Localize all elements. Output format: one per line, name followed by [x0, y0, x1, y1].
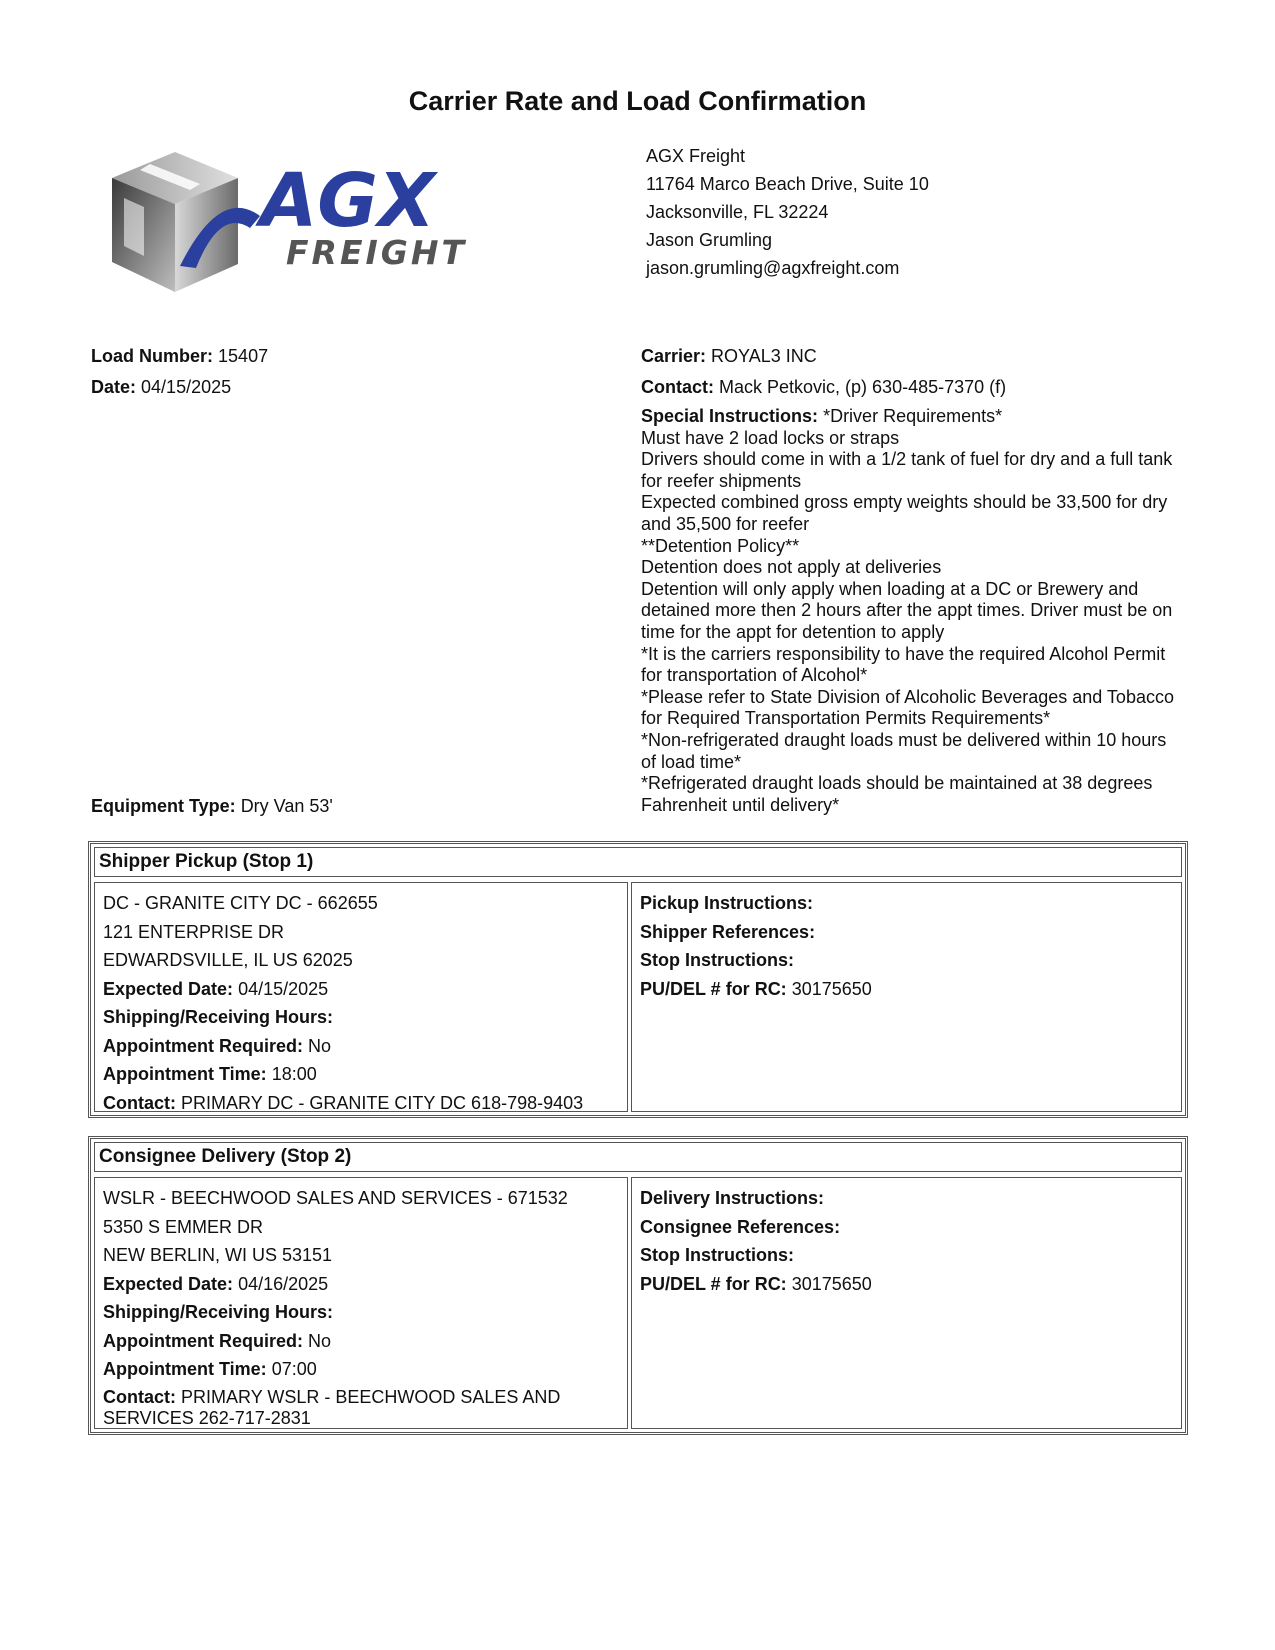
special-instruction-line: Expected combined gross empty weights should be 33,500 for dry and 35,500 for reefer — [641, 492, 1173, 534]
shipper-appt-time — [103, 1060, 619, 1089]
contact-label: Contact: — [103, 1092, 176, 1113]
special-instructions-label: Special Instructions: — [641, 406, 819, 426]
equipment-type-field — [91, 796, 333, 817]
delivery-instructions-label: Delivery Instructions: — [640, 1188, 825, 1208]
consignee-street: 5350 S EMMER DR — [103, 1216, 264, 1237]
date-field — [91, 377, 231, 398]
shipper-references-label: Shipper References: — [640, 921, 816, 942]
pickup-instructions-label: Pickup Instructions: — [640, 893, 814, 913]
special-instruction-line: Detention will only apply when loading at a DC or Brewery and detained more then 2 hours after the appt times. Driver must be on time for the appt for detention to apply — [641, 578, 1178, 642]
date-value: 04/15/2025 — [141, 377, 232, 397]
shipper-pickup-heading: Shipper Pickup (Stop 1) — [94, 847, 1182, 877]
carrier-label: Carrier: — [641, 346, 707, 366]
consignee-appt-required — [103, 1327, 619, 1356]
consignee-name: WSLR - BEECHWOOD SALES AND SERVICES - 671532 — [103, 1188, 568, 1208]
pudel-label: PU/DEL # for RC: — [640, 978, 787, 999]
special-instruction-line: *Please refer to State Division of Alcoholic Beverages and Tobacco for Required Transportation Permits Requirements* — [641, 686, 1179, 729]
shipper-pickup-section — [88, 841, 1188, 1118]
shipper-instructions-cell — [631, 882, 1182, 1112]
special-instruction-line: Drivers should come in with a 1/2 tank of fuel for dry and a full tank for reefer shipments — [641, 449, 1178, 491]
special-instruction-line: *Non-refrigerated draught loads must be delivered within 10 hours of load time* — [641, 729, 1172, 772]
shipper-details-cell — [94, 882, 628, 1112]
carrier-field — [641, 346, 817, 367]
logo-word-agx: AGX — [260, 158, 436, 244]
consignee-contact — [103, 1384, 619, 1429]
shipper-city: EDWARDSVILLE, IL US 62025 — [103, 950, 353, 970]
expected-date-value: 04/16/2025 — [238, 1273, 329, 1294]
load-number-label: Load Number: — [91, 346, 214, 366]
contact-label: Contact: — [103, 1386, 176, 1407]
carrier-value: ROYAL3 INC — [711, 346, 817, 366]
logo-word-freight: FREIGHT — [286, 233, 467, 272]
appt-required-label: Appointment Required: — [103, 1330, 303, 1351]
contact-value: PRIMARY WSLR - BEECHWOOD SALES AND SERVICES 262-717-2831 — [103, 1386, 561, 1428]
shipper-expected-date — [103, 975, 619, 1004]
consignee-instructions-cell — [631, 1177, 1182, 1429]
company-email: jason.grumling@agxfreight.com — [646, 258, 900, 278]
shipper-street: 121 ENTERPRISE DR — [103, 921, 285, 942]
pudel-label: PU/DEL # for RC: — [640, 1273, 787, 1294]
agx-freight-logo — [110, 146, 500, 306]
contact-value: PRIMARY DC - GRANITE CITY DC 618-798-9403 — [181, 1092, 584, 1113]
special-instructions — [641, 406, 1181, 816]
special-instruction-line: Detention does not apply at deliveries — [641, 557, 942, 578]
carrier-contact-field — [641, 377, 1006, 398]
load-number-value: 15407 — [218, 346, 269, 366]
consignee-delivery-section — [88, 1136, 1188, 1435]
pudel-value: 30175650 — [791, 1273, 872, 1294]
equipment-type-label: Equipment Type: — [91, 796, 236, 816]
pudel-field — [640, 975, 1173, 1004]
company-contact-name: Jason Grumling — [646, 230, 773, 250]
appt-time-label: Appointment Time: — [103, 1064, 267, 1084]
shipper-appt-required — [103, 1032, 619, 1061]
shipper-hours-label: Shipping/Receiving Hours: — [103, 1007, 334, 1027]
consignee-expected-date — [103, 1270, 619, 1299]
consignee-city: NEW BERLIN, WI US 53151 — [103, 1245, 333, 1265]
expected-date-label: Expected Date: — [103, 1273, 234, 1294]
consignee-appt-time — [103, 1355, 619, 1384]
appt-time-label: Appointment Time: — [103, 1359, 267, 1379]
appt-required-value: No — [308, 1035, 332, 1056]
special-instruction-line: *Driver Requirements* — [823, 406, 1003, 426]
shipper-name: DC - GRANITE CITY DC - 662655 — [103, 893, 378, 913]
equipment-type-value: Dry Van 53' — [240, 796, 333, 816]
stop-instructions-label: Stop Instructions: — [640, 1245, 794, 1265]
consignee-delivery-heading: Consignee Delivery (Stop 2) — [94, 1142, 1182, 1172]
company-address-block — [646, 142, 929, 282]
document-title: Carrier Rate and Load Confirmation — [408, 86, 867, 116]
appt-time-value: 07:00 — [271, 1359, 317, 1379]
consignee-references-label: Consignee References: — [640, 1216, 841, 1237]
consignee-details-cell — [94, 1177, 628, 1429]
load-number-field — [91, 346, 268, 367]
appt-required-label: Appointment Required: — [103, 1035, 303, 1056]
appt-required-value: No — [308, 1330, 332, 1351]
special-instruction-line: *Refrigerated draught loads should be maintained at 38 degrees Fahrenheit until delivery* — [641, 773, 1158, 815]
special-instruction-line: **Detention Policy** — [641, 535, 800, 556]
special-instruction-line: *It is the carriers responsibility to have the required Alcohol Permit for transportation of Alcohol* — [641, 643, 1171, 686]
expected-date-label: Expected Date: — [103, 978, 234, 999]
special-instruction-line: Must have 2 load locks or straps — [641, 427, 900, 448]
consignee-hours-label: Shipping/Receiving Hours: — [103, 1302, 334, 1322]
pudel-field — [640, 1270, 1173, 1299]
company-address-line2: Jacksonville, FL 32224 — [646, 202, 829, 222]
expected-date-value: 04/15/2025 — [238, 978, 329, 999]
appt-time-value: 18:00 — [271, 1064, 317, 1084]
date-label: Date: — [91, 377, 137, 397]
carrier-contact-label: Contact: — [641, 377, 714, 397]
company-address-line1: 11764 Marco Beach Drive, Suite 10 — [646, 174, 929, 194]
pudel-value: 30175650 — [791, 978, 872, 999]
company-name: AGX Freight — [646, 146, 746, 166]
stop-instructions-label: Stop Instructions: — [640, 950, 794, 970]
carrier-contact-value: Mack Petkovic, (p) 630-485-7370 (f) — [719, 377, 1007, 397]
shipper-contact — [103, 1089, 619, 1118]
